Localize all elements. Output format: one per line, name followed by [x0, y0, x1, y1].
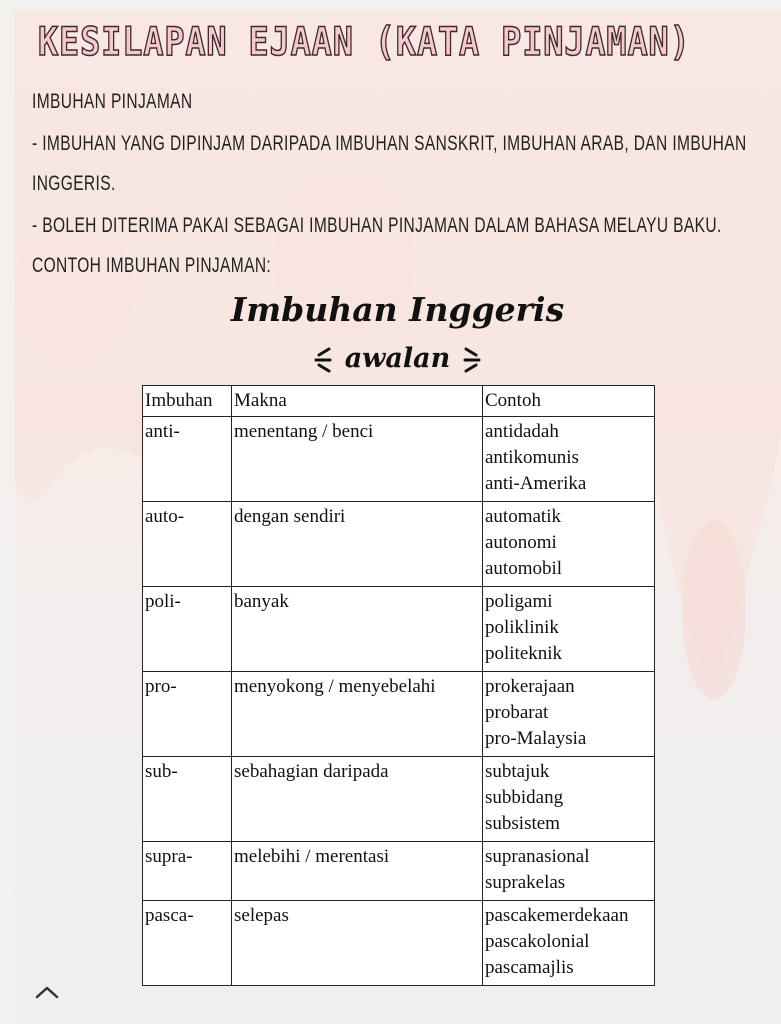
document-page: [14, 10, 781, 1024]
example-word: antikomunis: [485, 447, 579, 468]
cell-imbuhan: anti-: [143, 417, 232, 502]
section-subtitle-row: [14, 343, 781, 375]
sparkle-icon: [313, 345, 335, 375]
intro-point-2: - BOLEH DITERIMA PAKAI SEBAGAI IMBUHAN PINJAMAN DALAM BAHASA MELAYU BAKU.: [32, 214, 722, 237]
example-word: automatik: [485, 506, 561, 527]
cell-contoh: [483, 842, 655, 901]
example-word: supranasional: [485, 846, 590, 867]
example-word: politeknik: [485, 643, 563, 664]
example-word: automobil: [485, 558, 563, 579]
column-header-imbuhan: Imbuhan: [143, 386, 232, 417]
intro-heading: IMBUHAN PINJAMAN: [32, 90, 193, 113]
cell-contoh: [483, 757, 655, 842]
cell-contoh: [483, 901, 655, 986]
example-word: pascakolonial: [485, 931, 590, 952]
table-row: [143, 587, 655, 672]
column-header-contoh: Contoh: [483, 386, 655, 417]
table-row: [143, 842, 655, 901]
column-header-makna: Makna: [232, 386, 483, 417]
cell-imbuhan: poli-: [143, 587, 232, 672]
cell-makna: menyokong / menyebelahi: [232, 672, 483, 757]
page-title: KESILAPAN EJAAN (KATA PINJAMAN): [38, 20, 691, 65]
affix-table: [142, 385, 655, 986]
example-word: suprakelas: [485, 872, 566, 893]
example-word: antidadah: [485, 421, 559, 442]
example-word: autonomi: [485, 532, 557, 553]
table-row: [143, 672, 655, 757]
cell-imbuhan: supra-: [143, 842, 232, 901]
table-body: [143, 417, 655, 986]
example-label: CONTOH IMBUHAN PINJAMAN:: [32, 254, 272, 277]
table-header-row: [143, 386, 655, 417]
cell-contoh: [483, 587, 655, 672]
cell-makna: banyak: [232, 587, 483, 672]
chevron-up-icon[interactable]: [32, 980, 62, 1004]
table-row: [143, 901, 655, 986]
table-row: [143, 502, 655, 587]
cell-contoh: [483, 502, 655, 587]
cell-imbuhan: pro-: [143, 672, 232, 757]
example-word: poliklinik: [485, 617, 559, 638]
cell-makna: menentang / benci: [232, 417, 483, 502]
table-row: [143, 417, 655, 502]
example-word: pascamajlis: [485, 957, 574, 978]
cell-imbuhan: sub-: [143, 757, 232, 842]
example-word: poligami: [485, 591, 553, 612]
cell-imbuhan: pasca-: [143, 901, 232, 986]
sparkle-icon: [460, 345, 482, 375]
cell-makna: melebihi / merentasi: [232, 842, 483, 901]
example-word: pro-Malaysia: [485, 728, 587, 749]
example-word: pascakemerdekaan: [485, 905, 629, 926]
example-word: subbidang: [485, 787, 564, 808]
example-word: subsistem: [485, 813, 560, 834]
example-word: subtajuk: [485, 761, 550, 782]
intro-point-1-line-1: - IMBUHAN YANG DIPINJAM DARIPADA IMBUHAN SANSKRIT, IMBUHAN ARAB, DAN IMBUHAN: [32, 132, 747, 155]
table-row: [143, 757, 655, 842]
section-subtitle: awalan: [344, 343, 451, 374]
cell-contoh: [483, 417, 655, 502]
section-title: Imbuhan Inggeris: [230, 290, 565, 329]
cell-makna: dengan sendiri: [232, 502, 483, 587]
example-word: anti-Amerika: [485, 473, 587, 494]
cell-makna: sebahagian daripada: [232, 757, 483, 842]
example-word: prokerajaan: [485, 676, 575, 697]
intro-point-1-line-2: INGGERIS.: [32, 172, 116, 195]
cell-contoh: [483, 672, 655, 757]
cell-imbuhan: auto-: [143, 502, 232, 587]
cell-makna: selepas: [232, 901, 483, 986]
example-word: probarat: [485, 702, 549, 723]
